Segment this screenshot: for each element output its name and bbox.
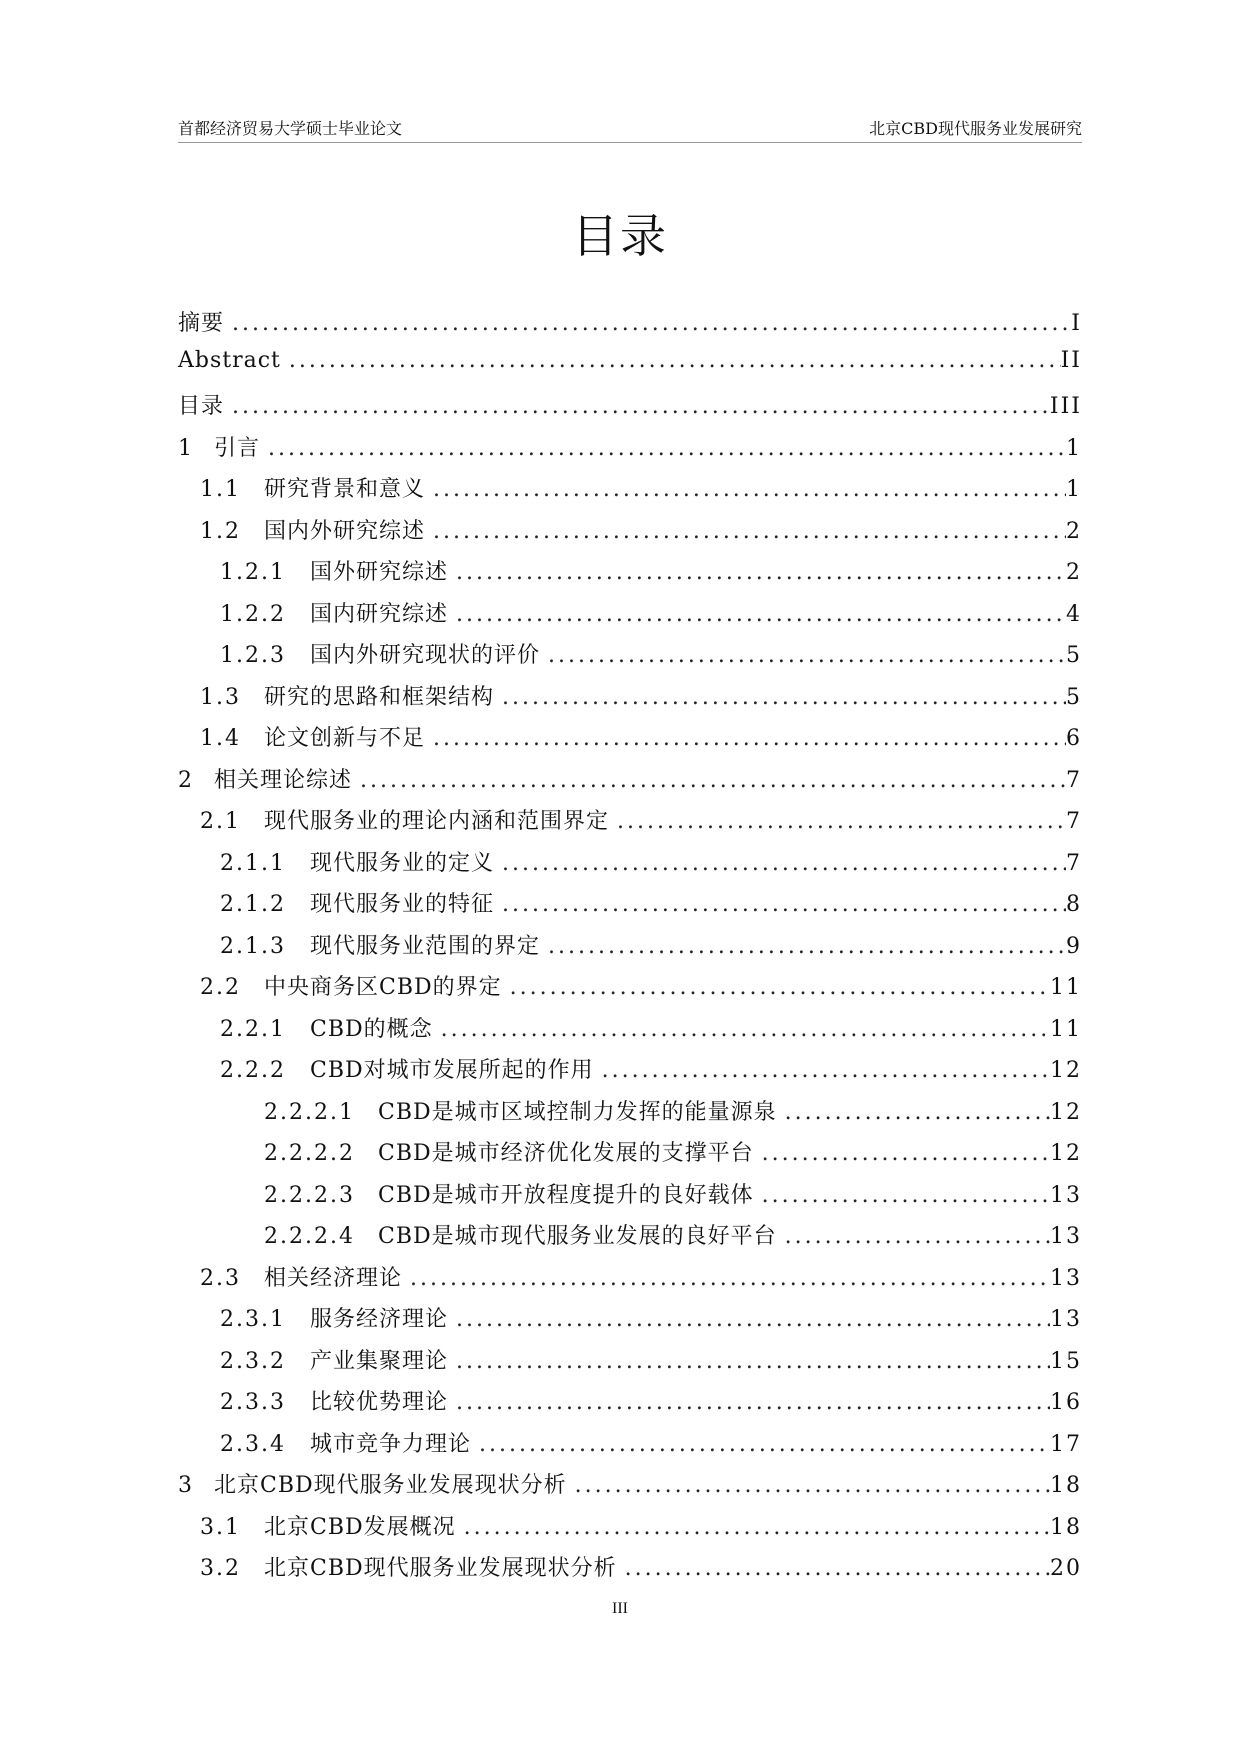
page-title: 目录 — [572, 209, 668, 263]
toc-entry-page: 17 — [1050, 1431, 1082, 1457]
toc-entry-number: 2.2.2.3 — [264, 1182, 355, 1208]
toc-entry[interactable] — [178, 680, 1082, 722]
toc-entry-label: CBD的概念 — [310, 1016, 433, 1042]
toc-entry-page: 2 — [1066, 560, 1082, 585]
toc-entry-number: 2.2 — [200, 975, 241, 1000]
toc-entry-label: 引言 — [214, 435, 261, 461]
toc-entry-label: 国内外研究综述 — [264, 518, 426, 544]
toc-dot-leader — [441, 1017, 1050, 1042]
toc-dot-leader — [433, 726, 1066, 751]
toc-entry[interactable] — [178, 970, 1082, 1012]
toc-entry-number: 3 — [178, 1473, 194, 1498]
toc-entry-number: 2.1 — [200, 809, 241, 834]
toc-entry[interactable] — [178, 804, 1082, 846]
toc-entry-number: 1.1 — [200, 477, 241, 502]
toc-dot-leader — [510, 975, 1050, 1000]
toc-dot-leader — [502, 685, 1066, 710]
toc-entry[interactable] — [178, 472, 1082, 514]
toc-dot-leader — [575, 1473, 1050, 1498]
toc-entry-page: 15 — [1050, 1348, 1082, 1374]
toc-entry-number: 2.2.2.2 — [264, 1141, 355, 1166]
toc-dot-leader — [479, 1432, 1050, 1457]
toc-entry[interactable] — [178, 348, 1082, 390]
toc-entry-number: 2 — [178, 767, 194, 793]
toc-entry[interactable] — [178, 1468, 1082, 1510]
toc-entry[interactable] — [178, 1053, 1082, 1095]
toc-entry[interactable] — [178, 1344, 1082, 1386]
toc-entry-number: 2.1.3 — [220, 933, 286, 959]
toc-entry-number: 2.3.4 — [220, 1431, 286, 1457]
toc-entry-label: 北京CBD现代服务业发展现状分析 — [264, 1556, 617, 1581]
header-thesis-type: 首都经济贸易大学硕士毕业论文 — [178, 119, 403, 138]
toc-dot-leader — [433, 519, 1066, 544]
toc-entry-label: 比较优势理论 — [310, 1390, 449, 1415]
toc-entry-page: III — [1049, 394, 1082, 419]
toc-entry-label: 现代服务业范围的界定 — [310, 933, 541, 959]
toc-dot-leader — [602, 1058, 1050, 1083]
toc-entry-page: 18 — [1050, 1473, 1082, 1498]
toc-dot-leader — [268, 436, 1066, 461]
toc-entry[interactable] — [178, 1427, 1082, 1469]
toc-entry-number: 1.4 — [200, 726, 241, 751]
toc-entry-page: 7 — [1066, 850, 1082, 876]
toc-entry-page: II — [1060, 347, 1082, 373]
toc-entry-label: 现代服务业的理论内涵和范围界定 — [264, 809, 610, 834]
toc-entry[interactable] — [178, 1178, 1082, 1220]
table-of-contents — [178, 306, 1082, 1593]
toc-entry-label: 论文创新与不足 — [264, 726, 426, 751]
toc-entry[interactable] — [178, 555, 1082, 597]
toc-entry[interactable] — [178, 1261, 1082, 1303]
toc-dot-leader — [762, 1183, 1050, 1208]
toc-entry-label: 相关理论综述 — [214, 767, 353, 793]
toc-dot-leader — [410, 1266, 1050, 1291]
toc-entry-number: 2.2.2.4 — [264, 1224, 355, 1249]
toc-entry[interactable] — [178, 846, 1082, 888]
toc-entry[interactable] — [178, 887, 1082, 929]
toc-entry-page: 12 — [1050, 1099, 1082, 1125]
toc-entry-number: 2.1.1 — [220, 850, 286, 876]
toc-entry[interactable] — [178, 1012, 1082, 1054]
toc-entry-number: 3.2 — [200, 1556, 241, 1581]
toc-entry-label: CBD对城市发展所起的作用 — [310, 1058, 594, 1083]
toc-entry-label: 产业集聚理论 — [310, 1348, 449, 1374]
toc-dot-leader — [456, 1390, 1050, 1415]
toc-entry-page: 7 — [1066, 809, 1082, 834]
toc-entry-page: 13 — [1050, 1265, 1082, 1291]
toc-dot-leader — [456, 1349, 1050, 1374]
toc-entry[interactable] — [178, 1095, 1082, 1137]
toc-dot-leader — [433, 477, 1066, 502]
toc-dot-leader — [785, 1100, 1050, 1125]
toc-entry-number: 1 — [178, 435, 194, 461]
toc-entry-number: 2.1.2 — [220, 892, 286, 917]
toc-entry-page: 8 — [1066, 892, 1082, 917]
toc-dot-leader — [502, 892, 1066, 917]
toc-entry[interactable] — [178, 721, 1082, 763]
toc-entry[interactable] — [178, 1302, 1082, 1344]
toc-entry-label: 国内外研究现状的评价 — [310, 643, 541, 668]
toc-entry[interactable] — [178, 389, 1082, 431]
toc-entry-label: CBD是城市经济优化发展的支撑平台 — [378, 1141, 754, 1166]
toc-dot-leader — [617, 809, 1066, 834]
toc-entry[interactable] — [178, 638, 1082, 680]
toc-entry-label: 目录 — [178, 394, 225, 419]
toc-entry-label: 研究背景和意义 — [264, 477, 426, 502]
toc-dot-leader — [456, 602, 1066, 627]
toc-entry-number: 2.2.2 — [220, 1058, 286, 1083]
toc-entry-page: 13 — [1050, 1182, 1082, 1208]
toc-entry-label: 相关经济理论 — [264, 1265, 403, 1291]
toc-entry[interactable] — [178, 1385, 1082, 1427]
toc-entry[interactable] — [178, 431, 1082, 473]
toc-entry-page: 16 — [1050, 1390, 1082, 1415]
toc-entry-number: 1.2.1 — [220, 560, 286, 585]
toc-entry-page: 12 — [1050, 1141, 1082, 1166]
toc-entry[interactable] — [178, 1136, 1082, 1178]
toc-entry-label: Abstract — [178, 347, 281, 373]
toc-entry-page: 7 — [1066, 767, 1082, 793]
toc-entry[interactable] — [178, 929, 1082, 971]
toc-entry-page: 18 — [1050, 1514, 1082, 1540]
toc-dot-leader — [464, 1515, 1050, 1540]
toc-dot-leader — [456, 1307, 1050, 1332]
toc-entry-page: 11 — [1050, 1016, 1082, 1042]
toc-entry[interactable] — [178, 306, 1082, 348]
running-header — [178, 116, 1082, 143]
toc-dot-leader — [548, 643, 1066, 668]
toc-entry-label: 北京CBD现代服务业发展现状分析 — [214, 1473, 567, 1498]
toc-entry-number: 3.1 — [200, 1514, 241, 1540]
toc-entry-page: 5 — [1066, 684, 1082, 710]
toc-entry-page: 1 — [1066, 477, 1082, 502]
toc-entry-label: CBD是城市开放程度提升的良好载体 — [378, 1182, 754, 1208]
toc-dot-leader — [785, 1224, 1050, 1249]
toc-entry-label: CBD是城市区域控制力发挥的能量源泉 — [378, 1099, 777, 1125]
toc-entry-page: 1 — [1066, 435, 1082, 461]
toc-entry-page: 2 — [1066, 518, 1082, 544]
toc-entry-number: 2.3 — [200, 1265, 241, 1291]
toc-entry-page: 11 — [1050, 975, 1082, 1000]
toc-dot-leader — [762, 1141, 1050, 1166]
toc-dot-leader — [502, 851, 1066, 876]
toc-entry-label: 服务经济理论 — [310, 1307, 449, 1332]
toc-entry[interactable] — [178, 1219, 1082, 1261]
toc-entry-number: 1.2.3 — [220, 643, 286, 668]
toc-dot-leader — [456, 560, 1066, 585]
toc-entry-page: 13 — [1050, 1224, 1082, 1249]
toc-entry-label: CBD是城市现代服务业发展的良好平台 — [378, 1224, 777, 1249]
toc-entry-page: 9 — [1066, 933, 1082, 959]
toc-entry-label: 现代服务业的定义 — [310, 850, 495, 876]
toc-entry-page: I — [1071, 311, 1082, 336]
toc-entry-label: 摘要 — [178, 311, 225, 336]
toc-entry-page: 13 — [1050, 1307, 1082, 1332]
toc-entry-page: 6 — [1066, 726, 1082, 751]
toc-entry-number: 2.3.1 — [220, 1307, 286, 1332]
toc-entry-number: 2.3.3 — [220, 1390, 286, 1415]
toc-entry-number: 2.2.2.1 — [264, 1099, 355, 1125]
toc-entry-number: 1.3 — [200, 684, 241, 710]
toc-entry-number: 2.2.1 — [220, 1016, 286, 1042]
toc-entry-label: 现代服务业的特征 — [310, 892, 495, 917]
header-thesis-title: 北京CBD现代服务业发展研究 — [869, 119, 1082, 138]
toc-entry-label: 中央商务区CBD的界定 — [264, 975, 502, 1000]
toc-entry-label: 城市竞争力理论 — [310, 1431, 472, 1457]
toc-entry-page: 4 — [1066, 601, 1082, 627]
toc-entry-number: 1.2 — [200, 518, 241, 544]
toc-dot-leader — [289, 348, 1061, 373]
toc-entry-label: 研究的思路和框架结构 — [264, 684, 495, 710]
toc-dot-leader — [232, 311, 1071, 336]
toc-entry-label: 北京CBD发展概况 — [264, 1514, 456, 1540]
toc-dot-leader — [360, 768, 1066, 793]
toc-entry-label: 国内研究综述 — [310, 601, 449, 627]
toc-dot-leader — [625, 1556, 1050, 1581]
toc-entry-page: 20 — [1050, 1556, 1082, 1581]
page-number: III — [612, 1600, 628, 1617]
toc-dot-leader — [548, 934, 1066, 959]
toc-entry-page: 12 — [1050, 1058, 1082, 1083]
toc-entry[interactable] — [178, 597, 1082, 639]
toc-entry[interactable] — [178, 514, 1082, 556]
toc-entry-number: 1.2.2 — [220, 601, 286, 627]
toc-dot-leader — [232, 394, 1050, 419]
toc-entry-label: 国外研究综述 — [310, 560, 449, 585]
toc-entry[interactable] — [178, 1510, 1082, 1552]
toc-entry-page: 5 — [1066, 643, 1082, 668]
toc-entry[interactable] — [178, 763, 1082, 805]
toc-entry-number: 2.3.2 — [220, 1348, 286, 1374]
toc-entry[interactable] — [178, 1551, 1082, 1593]
